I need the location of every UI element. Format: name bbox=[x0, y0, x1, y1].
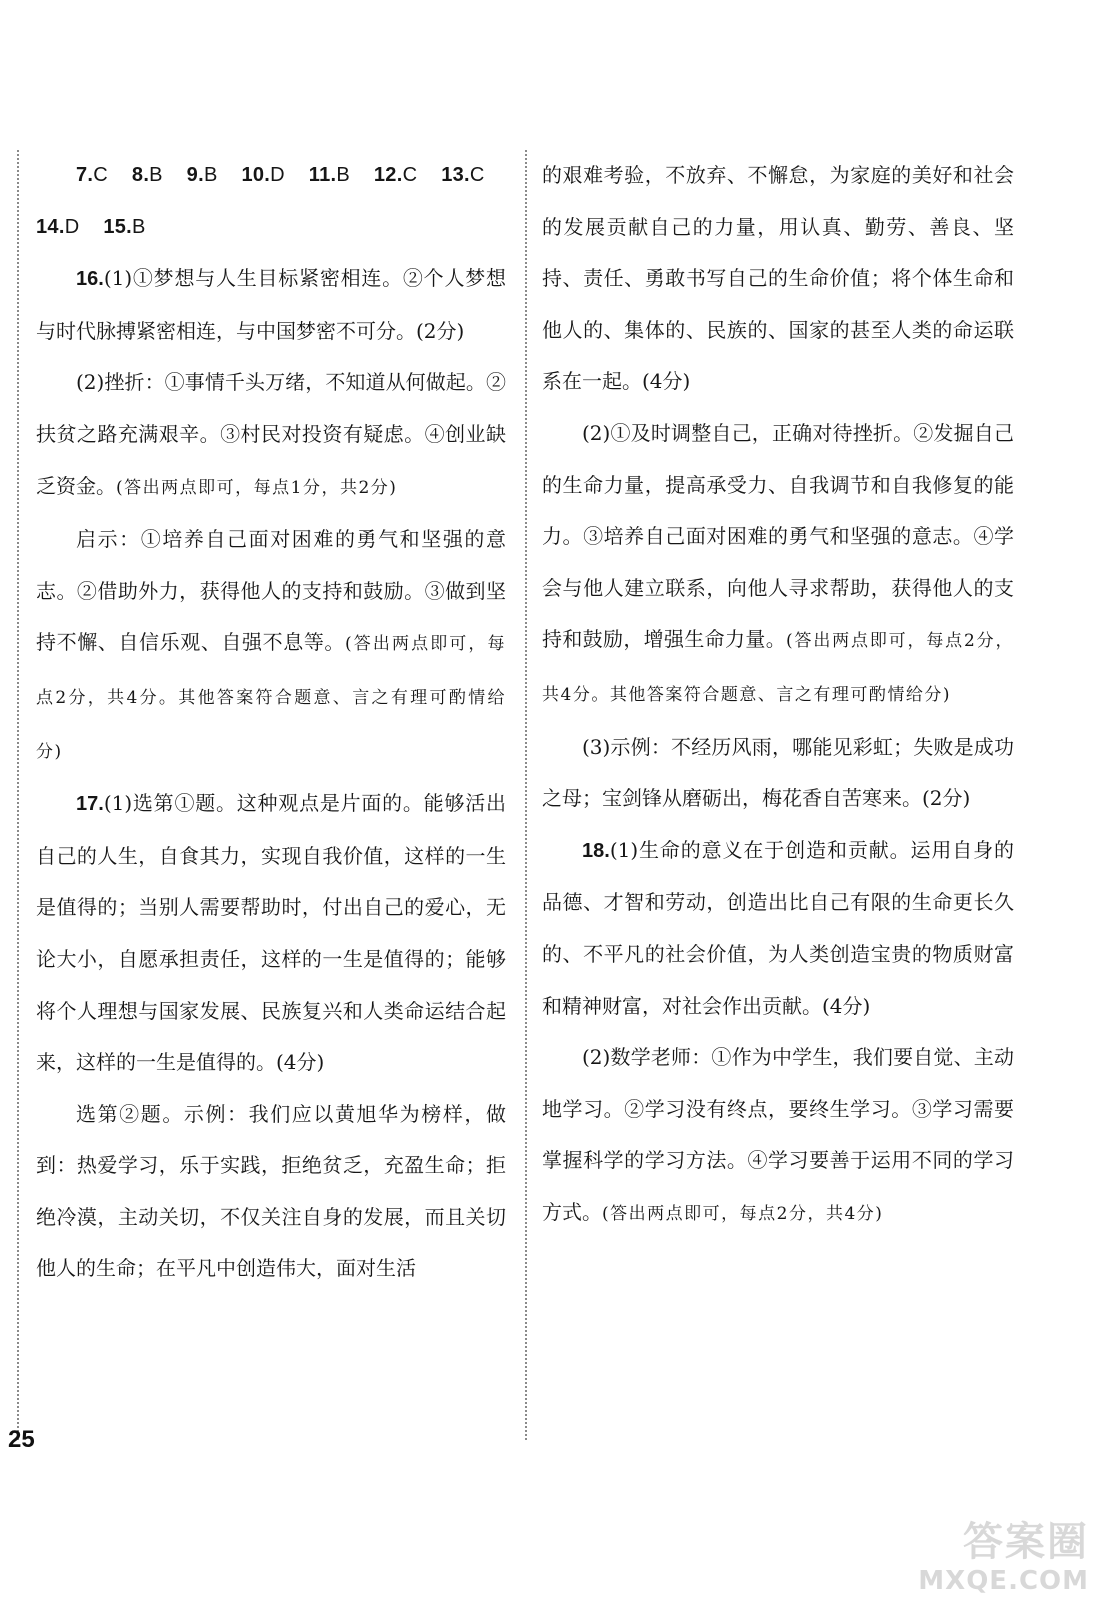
q17-part3-note: (答出两点即可，每点2分，共4分。其他答案符合题意、言之有理可酌情给分) bbox=[542, 631, 1015, 705]
q16-part3-text: 启示：①培养自己面对困难的勇气和坚强的意志。②借助外力，获得他人的支持和鼓励。③做到坚持不懈、自信乐观、自强不息等。 bbox=[36, 527, 506, 655]
mc-num: 9. bbox=[186, 164, 204, 186]
q18-part2-text: (2)数学老师：①作为中学生，我们要自觉、主动地学习。②学习没有终点，要终生学习。③学习需要掌握科学的学习方法。④学习要善于运用不同的学习方式。 bbox=[542, 1045, 1014, 1224]
mc-num: 8. bbox=[131, 164, 150, 186]
q17-part1-text: (1)选第①题。这种观点是片面的。能够活出自己的人生，自食其力，实现自我价值，这样的一生是值得的；当别人需要帮助时，付出自己的爱心，无论大小，自愿承担责任，这样的一生是值得的；能够将个人理想与国家发展、民族复兴和人类命运结合起来，这样的一生是值得的。(4分) bbox=[36, 791, 506, 1075]
q17-part1 bbox=[36, 778, 506, 1089]
q17-part4 bbox=[542, 722, 1014, 825]
q16-number: 16. bbox=[76, 268, 104, 291]
mc-num: 12. bbox=[373, 164, 403, 186]
mc-num: 15. bbox=[103, 215, 133, 238]
left-dotted-rule bbox=[17, 150, 19, 1440]
page-number: 25 bbox=[8, 1426, 35, 1453]
q17-part3 bbox=[542, 408, 1014, 722]
q17-part2-text: 选第②题。示例：我们应以黄旭华为榜样，做到：热爱学习，乐于实践，拒绝贫乏，充盈生命；拒绝冷漠，主动关切，不仅关注自身的发展，而且关切他人的生命；在平凡中创造伟大，面对生活 bbox=[36, 1101, 506, 1281]
mc-ans: B bbox=[149, 164, 163, 186]
mc-answers-row-1 bbox=[36, 150, 506, 202]
q16-part2 bbox=[36, 357, 506, 514]
q16-part3 bbox=[36, 514, 506, 778]
mc-ans: B bbox=[203, 164, 218, 186]
q17-part2 bbox=[36, 1089, 506, 1295]
right-column bbox=[542, 150, 1014, 1240]
mc-num: 14. bbox=[36, 215, 65, 238]
mc-num: 11. bbox=[308, 164, 337, 186]
q17-part2-continued-text: 的艰难考验，不放弃、不懈怠，为家庭的美好和社会的发展贡献自己的力量，用认真、勤劳、善良、坚持、责任、勇敢书写自己的生命价值；将个体生命和他人的、集体的、民族的、国家的甚至人类的命运联系在一起。(4分) bbox=[542, 163, 1014, 394]
q18-part2 bbox=[542, 1032, 1014, 1240]
mc-ans: D bbox=[64, 215, 80, 238]
q16-part2-text: (2)挫折：①事情千头万绪，不知道从何做起。②扶贫之路充满艰辛。③村民对投资有疑虑。④创业缺乏资金。 bbox=[36, 370, 506, 498]
mc-ans: C bbox=[402, 164, 418, 186]
mc-ans: D bbox=[270, 164, 285, 186]
watermark-url: MXQE.COM bbox=[918, 1566, 1089, 1596]
q18-part2-note: (答出两点即可，每点2分，共4分) bbox=[602, 1203, 884, 1224]
mc-num: 13. bbox=[441, 164, 470, 186]
site-watermark bbox=[918, 1510, 1095, 1596]
q17-part4-text: (3)示例：不经历风雨，哪能见彩虹；失败是成功之母；宝剑锋从磨砺出，梅花香自苦寒来。(2分) bbox=[542, 734, 1014, 811]
mc-ans: C bbox=[93, 164, 109, 186]
q17-part2-continued bbox=[542, 150, 1014, 408]
mc-num: 10. bbox=[241, 164, 271, 186]
q18-number: 18. bbox=[582, 839, 610, 862]
mc-ans: C bbox=[469, 164, 485, 186]
mc-answers-row-2 bbox=[36, 202, 506, 254]
watermark-logo-text: 答案圈 bbox=[963, 1519, 1089, 1565]
q16-part2-note: (答出两点即可，每点1分，共2分) bbox=[116, 477, 398, 498]
mc-num: 7. bbox=[76, 164, 94, 186]
mc-ans: B bbox=[132, 215, 146, 238]
left-column bbox=[36, 150, 506, 1295]
mc-ans: B bbox=[336, 164, 351, 186]
column-divider bbox=[525, 150, 527, 1440]
q16-part3-note: (答出两点即可，每点2分，共4分。其他答案符合题意、言之有理可酌情给分) bbox=[36, 634, 506, 762]
q18-part1 bbox=[542, 825, 1014, 1032]
q16-part1-text: (1)①梦想与人生目标紧密相连。②个人梦想与时代脉搏紧密相连，与中国梦密不可分。(2分) bbox=[36, 266, 506, 343]
q17-number: 17. bbox=[76, 793, 104, 816]
q16-part1 bbox=[36, 253, 506, 357]
q18-part1-text: (1)生命的意义在于创造和贡献。运用自身的品德、才智和劳动，创造出比自己有限的生命更长久的、不平凡的社会价值，为人类创造宝贵的物质财富和精神财富，对社会作出贡献。(4分) bbox=[542, 837, 1014, 1018]
q17-part3-text: (2)①及时调整自己，正确对待挫折。②发掘自己的生命力量，提高承受力、自我调节和自我修复的能力。③培养自己面对困难的勇气和坚强的意志。④学会与他人建立联系，向他人寻求帮助，获得他人的支持和鼓励，增强生命力量。 bbox=[542, 420, 1014, 652]
